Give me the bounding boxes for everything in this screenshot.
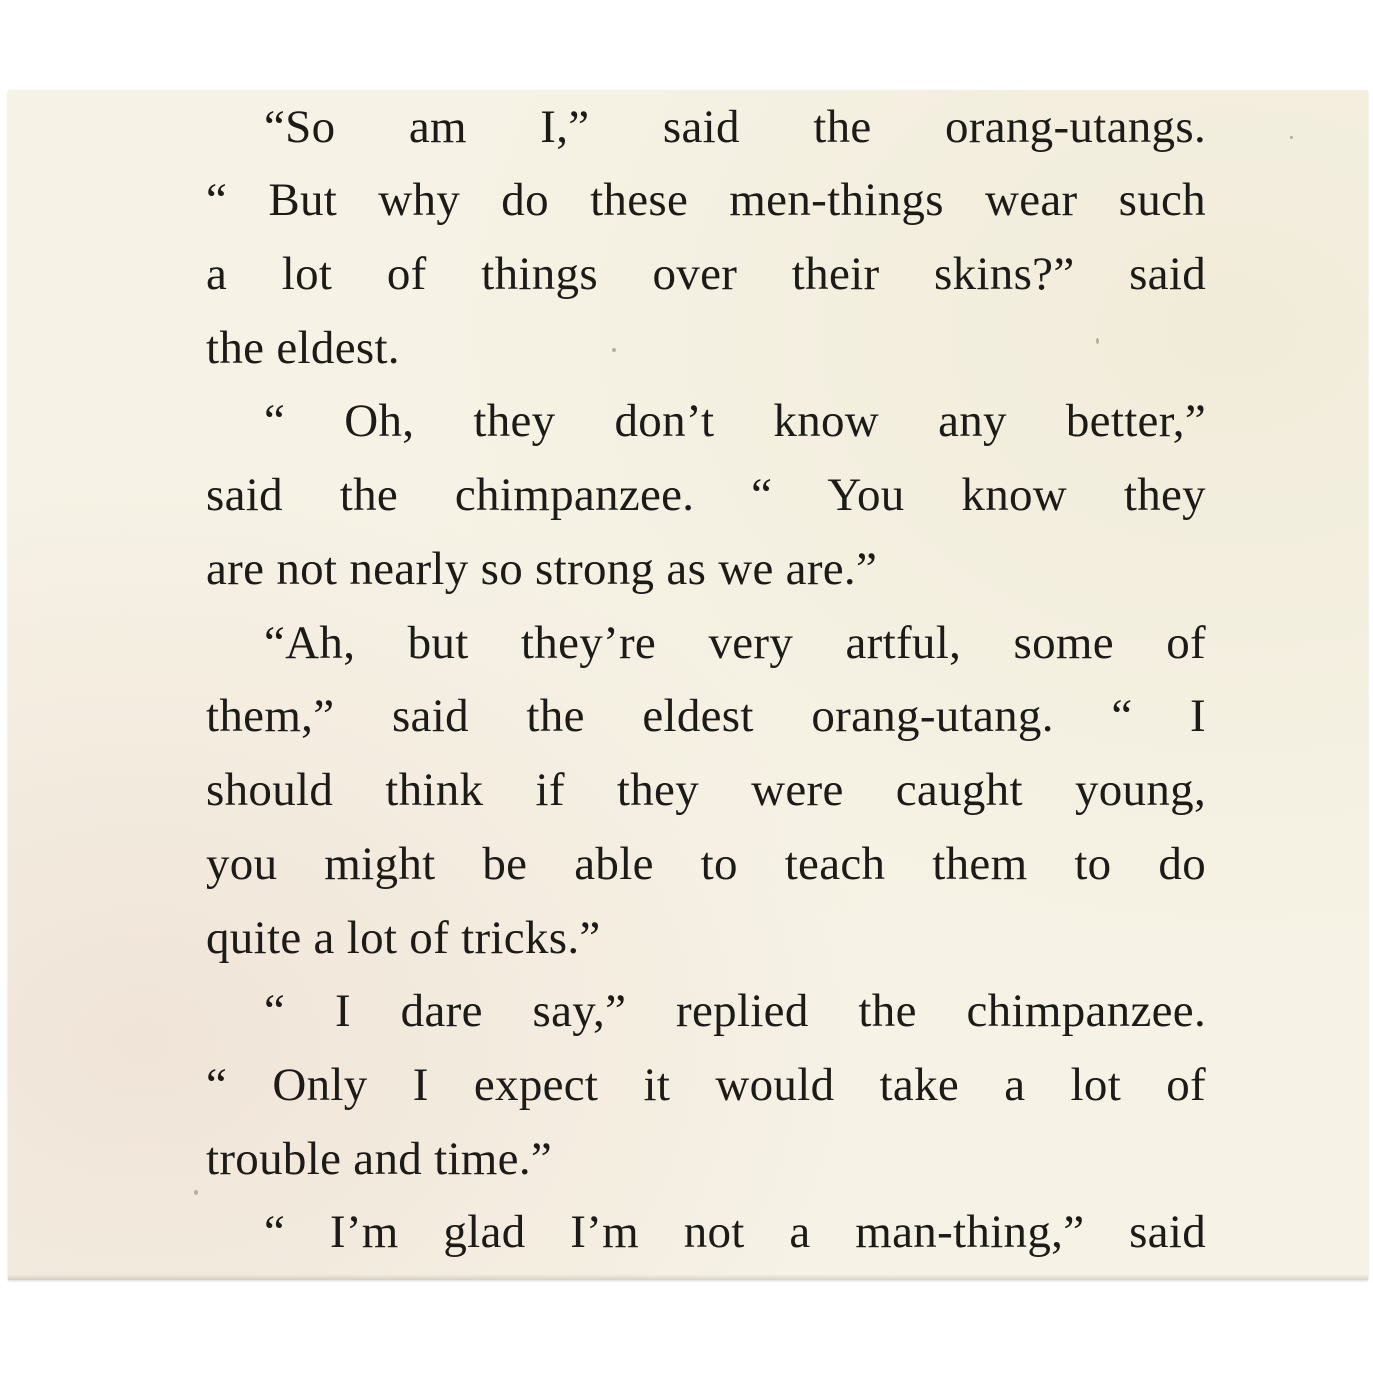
text-line: a lot of things over their skins?” said	[206, 248, 1206, 300]
paper-speck	[612, 348, 616, 352]
text-line: “ I dare say,” replied the chimpanzee.	[264, 985, 1206, 1037]
paper-speck	[1096, 338, 1099, 344]
book-page	[8, 90, 1368, 1280]
text-line: “ But why do these men-things wear such	[206, 174, 1206, 226]
text-line: you might be able to teach them to do	[206, 838, 1206, 890]
text-line: “ Only I expect it would take a lot of	[206, 1059, 1206, 1111]
text-line: trouble and time.”	[206, 1133, 553, 1185]
text-line: “ I’m glad I’m not a man-thing,” said	[264, 1206, 1206, 1258]
text-line: said the chimpanzee. “ You know they	[206, 469, 1206, 521]
paper-speck	[194, 1190, 198, 1195]
text-line: “Ah, but they’re very artful, some of	[264, 617, 1206, 669]
text-line: the eldest.	[206, 322, 400, 374]
text-line: are not nearly so strong as we are.”	[206, 543, 878, 595]
text-line: should think if they were caught young,	[206, 764, 1206, 816]
text-line: “So am I,” said the orang-utangs.	[264, 101, 1206, 153]
paper-speck	[1290, 136, 1293, 139]
text-line: “ Oh, they don’t know any better,”	[264, 395, 1206, 447]
text-line: them,” said the eldest orang-utang. “ I	[206, 690, 1206, 742]
text-line: quite a lot of tricks.”	[206, 912, 601, 964]
